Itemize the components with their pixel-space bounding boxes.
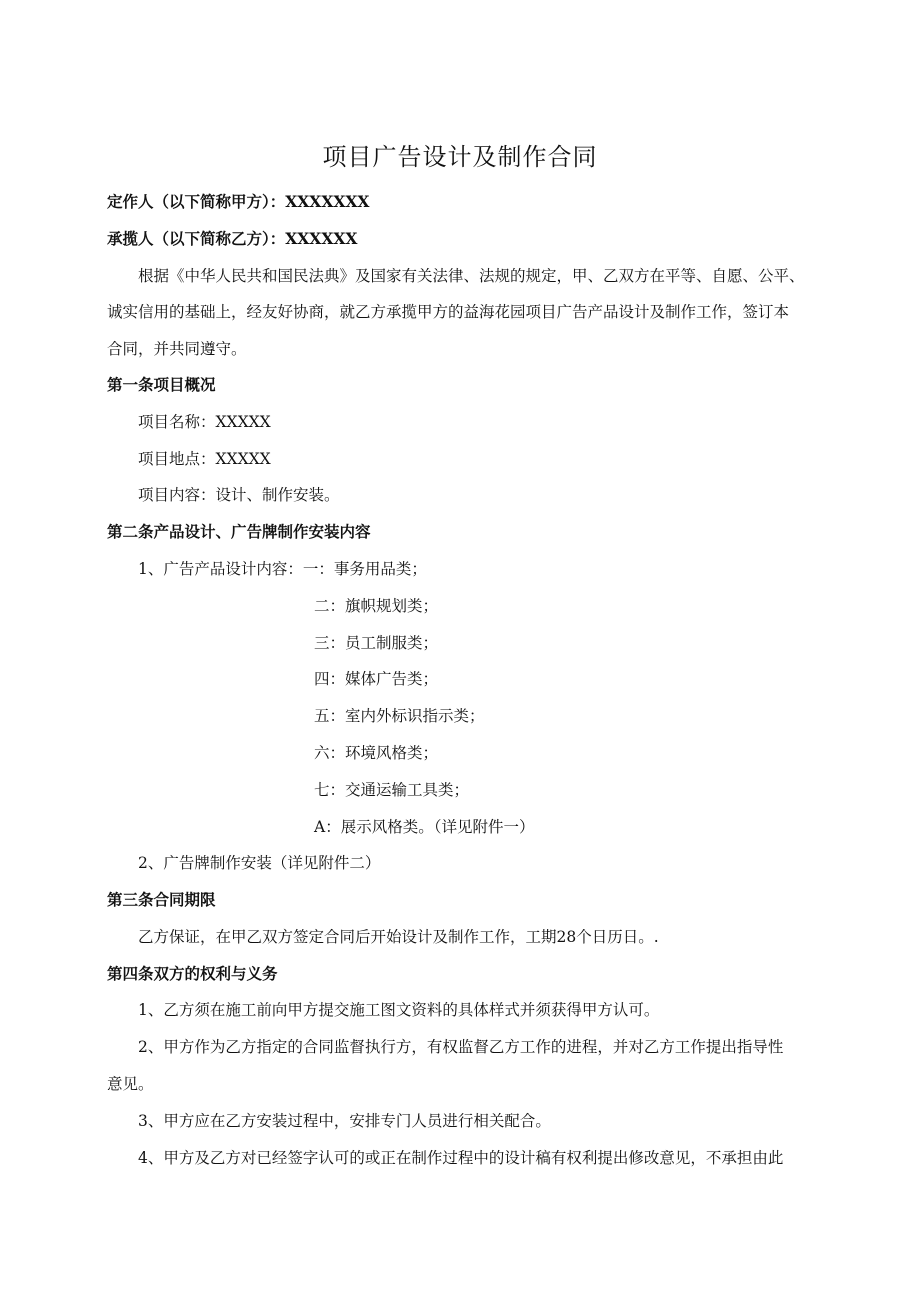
article2-subitem: 六：环境风格类； — [314, 744, 439, 762]
article2-heading: 第二条产品设计、广告牌制作安装内容 — [107, 522, 371, 541]
article2-subitem: A：展示风格类。（详见附件一） — [314, 818, 535, 836]
article2-item2: 2、广告牌制作安装（详见附件二） — [138, 854, 381, 872]
project-content-line: 项目内容：设计、制作安装。 — [138, 486, 340, 504]
article3-text: 乙方保证，在甲乙双方签定合同后开始设计及制作工作，工期28个日历日。. — [138, 928, 659, 946]
article4-item3: 3、甲方应在乙方安装过程中，安排专门人员进行相关配合。 — [138, 1112, 551, 1130]
project-location-line: 项目地点：XXXXX — [138, 450, 271, 468]
article2-subitem: 七：交通运输工具类； — [314, 781, 470, 799]
article2-subitem: 四：媒体广告类； — [314, 670, 439, 688]
document-title: 项目广告设计及制作合同 — [322, 143, 598, 171]
preamble-line-1: 根据《中华人民共和国民法典》及国家有关法律、法规的规定，甲、乙双方在平等、自愿、公平、 — [138, 267, 805, 285]
article2-subitem: 五：室内外标识指示类； — [314, 707, 485, 725]
article2-subitem: 三：员工制服类； — [314, 634, 439, 652]
article4-item1: 1、乙方须在施工前向甲方提交施工图文资料的具体样式并须获得甲方认可。 — [138, 1001, 660, 1019]
preamble-line-2: 诚实信用的基础上，经友好协商，就乙方承揽甲方的益海花园项目广告产品设计及制作工作，签订本 — [107, 303, 790, 321]
article2-subitem: 二：旗帜规划类； — [314, 597, 439, 615]
article3-heading: 第三条合同期限 — [107, 890, 216, 909]
article4-heading: 第四条双方的权利与义务 — [107, 964, 278, 983]
project-name-line: 项目名称：XXXXX — [138, 413, 271, 431]
article4-item2-line2: 意见。 — [107, 1075, 154, 1093]
article4-item4: 4、甲方及乙方对已经签字认可的或正在制作过程中的设计稿有权利提出修改意见，不承担由此 — [138, 1149, 784, 1167]
article4-item2-line1: 2、甲方作为乙方指定的合同监督执行方，有权监督乙方工作的进程，并对乙方工作提出指导性 — [138, 1038, 784, 1056]
party-a-line: 定作人（以下简称甲方）：XXXXXXX — [107, 192, 370, 211]
party-b-line: 承揽人（以下简称乙方）：XXXXXX — [107, 229, 358, 248]
article1-heading: 第一条项目概况 — [107, 375, 216, 394]
article2-item1: 1、广告产品设计内容：一：事务用品类； — [138, 560, 427, 578]
preamble-line-3: 合同，并共同遵守。 — [107, 340, 247, 358]
